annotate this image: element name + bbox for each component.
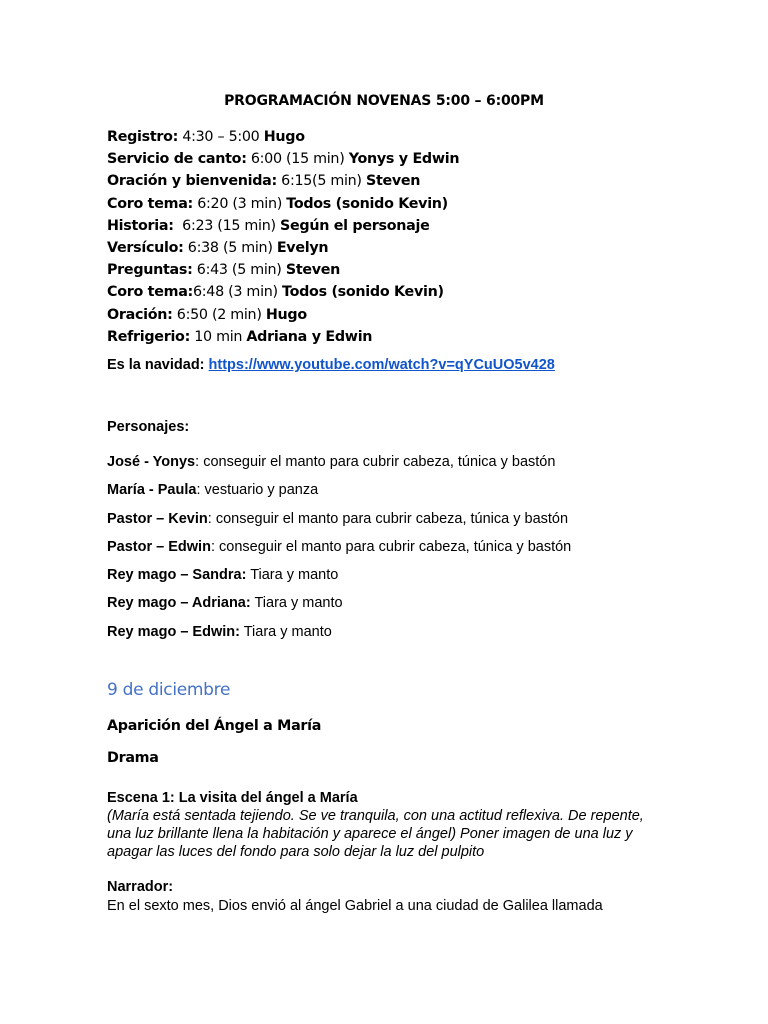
character-row — [107, 561, 571, 589]
schedule-row — [107, 170, 459, 192]
schedule-time: 6:38 (5 min) — [183, 239, 277, 256]
drama-label: Drama — [107, 750, 159, 766]
character-row — [107, 448, 571, 476]
narrator-text: En el sexto mes, Dios envió al ángel Gabriel a una ciudad de Galilea llamada — [107, 898, 603, 914]
schedule-who: Hugo — [265, 306, 307, 323]
character-row — [107, 618, 571, 646]
schedule-who: Steven — [365, 173, 421, 190]
schedule-time: 10 min — [190, 328, 247, 345]
schedule-label: Preguntas: — [107, 262, 193, 279]
schedule-row — [107, 193, 459, 215]
schedule-time: 6:50 (2 min) — [172, 306, 266, 323]
schedule-label: Oración: — [107, 306, 173, 323]
scene-title: Escena 1: La visita del ángel a María — [107, 790, 358, 806]
youtube-link[interactable]: https://www.youtube.com/watch?v=qYCuUO5v428 — [208, 357, 555, 373]
schedule-time: 6:48 (3 min) — [192, 284, 283, 301]
schedule-label: Registro: — [107, 129, 179, 145]
character-name: Pastor – Edwin — [107, 538, 211, 555]
schedule-who: Todos (sonido Kevin) — [282, 284, 444, 301]
event-title: Aparición del Ángel a María — [107, 718, 322, 734]
schedule-label: Coro tema: — [107, 284, 193, 301]
schedule-time: 4:30 – 5:00 — [178, 129, 264, 145]
schedule-who: Yonys y Edwin — [348, 151, 460, 168]
schedule-list — [107, 126, 459, 348]
schedule-time: 6:00 (15 min) — [246, 151, 349, 168]
narrator-label: Narrador: — [107, 879, 174, 895]
schedule-label: Historia: — [107, 217, 174, 234]
schedule-time: 6:20 (3 min) — [192, 195, 287, 212]
character-name: Rey mago – Edwin: — [107, 623, 240, 640]
navidad-line — [107, 357, 555, 373]
character-name: José - Yonys — [107, 454, 196, 470]
schedule-row — [107, 148, 459, 170]
schedule-label: Refrigerio: — [107, 328, 190, 345]
schedule-row — [107, 126, 459, 148]
character-name: Rey mago – Sandra: — [107, 567, 247, 584]
character-row — [107, 533, 571, 561]
scene-description: (María está sentada tejiendo. Se ve tranquila, con una actitud reflexiva. De repente, una luz brillante llena la habitación y aparece el ángel) Poner imagen de una luz y apagar las luces del fondo para solo dejar la luz del pulpito — [107, 808, 644, 860]
schedule-label: Oración y bienvenida: — [107, 173, 277, 190]
schedule-time: 6:15(5 min) — [276, 173, 366, 190]
character-row — [107, 476, 571, 504]
scene-block — [107, 789, 667, 861]
schedule-row — [107, 326, 459, 348]
schedule-label: Versículo: — [107, 239, 184, 256]
schedule-who: Adriana y Edwin — [246, 328, 373, 345]
schedule-label: Servicio de canto: — [107, 151, 247, 168]
schedule-who: Todos (sonido Kevin) — [286, 195, 448, 212]
schedule-label: Coro tema: — [107, 195, 193, 212]
page-title: PROGRAMACIÓN NOVENAS 5:00 – 6:00PM — [224, 93, 544, 109]
character-row — [107, 589, 571, 617]
schedule-row — [107, 281, 459, 303]
character-name: Rey mago – Adriana: — [107, 595, 251, 612]
schedule-time: 6:23 (15 min) — [173, 217, 280, 234]
navidad-label: Es la navidad: — [107, 357, 209, 373]
character-task: conseguir el manto para cubrir cabeza, túnica y bastón — [203, 454, 556, 470]
character-task: Tiara y manto — [243, 623, 332, 640]
schedule-who: Steven — [285, 262, 341, 279]
schedule-row — [107, 215, 459, 237]
character-task: Tiara y manto — [254, 595, 343, 612]
character-sep: : — [207, 510, 216, 527]
schedule-time: 6:43 (5 min) — [192, 262, 286, 279]
schedule-who: Hugo — [263, 129, 305, 145]
character-task: conseguir el manto para cubrir cabeza, túnica y bastón — [219, 538, 572, 555]
schedule-who: Evelyn — [276, 239, 329, 256]
character-row — [107, 505, 571, 533]
character-sep: : — [195, 454, 204, 470]
character-sep: : — [196, 482, 205, 499]
character-sep: : — [210, 538, 220, 555]
schedule-who: Según el personaje — [280, 217, 430, 234]
character-task: vestuario y panza — [204, 482, 319, 499]
character-task: Tiara y manto — [250, 567, 339, 584]
character-task: conseguir el manto para cubrir cabeza, túnica y bastón — [215, 510, 569, 527]
schedule-row — [107, 304, 459, 326]
characters-heading: Personajes: — [107, 419, 190, 435]
character-name: Pastor – Kevin — [107, 510, 208, 527]
character-name: María - Paula — [107, 482, 197, 499]
schedule-row — [107, 259, 459, 281]
date-heading: 9 de diciembre — [107, 680, 231, 700]
narrator-block — [107, 878, 667, 916]
schedule-row — [107, 237, 459, 259]
characters-list — [107, 448, 571, 646]
